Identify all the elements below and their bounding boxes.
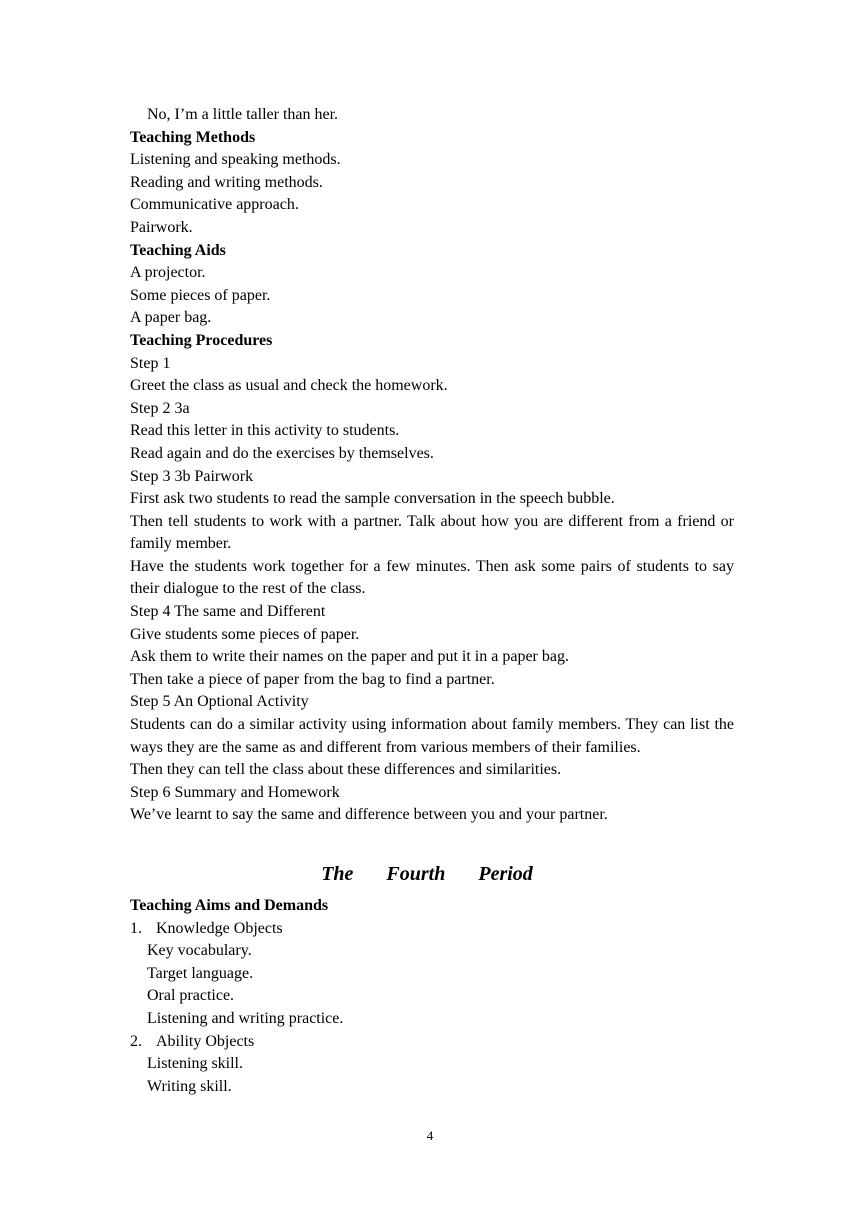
step5-title: Step 5 An Optional Activity xyxy=(130,693,309,711)
step3-text: Have the students work together for a few minutes. Then ask some pairs of students to say their dialogue to the rest of the class. xyxy=(130,557,734,598)
step5-text: Students can do a similar activity using information about family members. They can list the ways they are the same as and different from various members of their families. xyxy=(130,716,734,756)
teaching-methods-heading: Teaching Methods xyxy=(130,128,256,146)
list-number: 1. xyxy=(130,919,142,937)
aid-item: A projector. xyxy=(130,264,206,282)
step3-text: First ask two students to read the sample conversation in the speech bubble. xyxy=(130,490,615,508)
knowledge-item: Listening and writing practice. xyxy=(147,1009,344,1027)
ability-item: Listening skill. xyxy=(147,1055,243,1073)
method-item: Reading and writing methods. xyxy=(130,173,323,191)
step4-text: Then take a piece of paper from the bag to find a partner. xyxy=(130,670,495,688)
step6-text: We’ve learnt to say the same and difference between you and your partner. xyxy=(130,806,608,824)
step2-text: Read this letter in this activity to students. xyxy=(130,422,400,440)
document-page xyxy=(130,104,734,1098)
list-number: 2. xyxy=(130,1032,142,1050)
ability-objects-heading xyxy=(130,1031,734,1054)
step3-title: Step 3 3b Pairwork xyxy=(130,467,254,485)
step1-text: Greet the class as usual and check the homework. xyxy=(130,377,448,395)
teaching-aids-heading: Teaching Aids xyxy=(130,241,226,259)
knowledge-item: Target language. xyxy=(147,964,254,982)
knowledge-item: Oral practice. xyxy=(147,987,235,1005)
method-item: Communicative approach. xyxy=(130,196,299,214)
aid-item: A paper bag. xyxy=(130,309,212,327)
step2-text: Read again and do the exercises by themselves. xyxy=(130,444,434,462)
fourth-period-title: The Fourth Period xyxy=(321,863,533,885)
step2-title: Step 2 3a xyxy=(130,399,190,417)
knowledge-item: Key vocabulary. xyxy=(147,942,252,960)
teaching-procedures-heading: Teaching Procedures xyxy=(130,331,273,349)
aims-heading: Teaching Aims and Demands xyxy=(130,897,329,914)
ability-item: Writing skill. xyxy=(147,1077,232,1095)
step4-text: Ask them to write their names on the paper and put it in a paper bag. xyxy=(130,648,569,666)
step1-title: Step 1 xyxy=(130,354,171,372)
step5-text: Then they can tell the class about these differences and similarities. xyxy=(130,761,562,779)
method-item: Pairwork. xyxy=(130,218,193,236)
step4-title: Step 4 The same and Different xyxy=(130,603,326,621)
dialogue-line: No, I’m a little taller than her. xyxy=(147,106,339,123)
aid-item: Some pieces of paper. xyxy=(130,286,271,304)
knowledge-objects-title: Knowledge Objects xyxy=(156,919,283,937)
step4-text: Give students some pieces of paper. xyxy=(130,625,360,643)
step3-text: Then tell students to work with a partner. Talk about how you are different from a friend or family member. xyxy=(130,512,734,553)
ability-objects-title: Ability Objects xyxy=(156,1032,255,1050)
step6-title: Step 6 Summary and Homework xyxy=(130,783,340,801)
knowledge-objects-heading xyxy=(130,918,734,941)
page-number: 4 xyxy=(426,1128,434,1143)
method-item: Listening and speaking methods. xyxy=(130,151,341,169)
